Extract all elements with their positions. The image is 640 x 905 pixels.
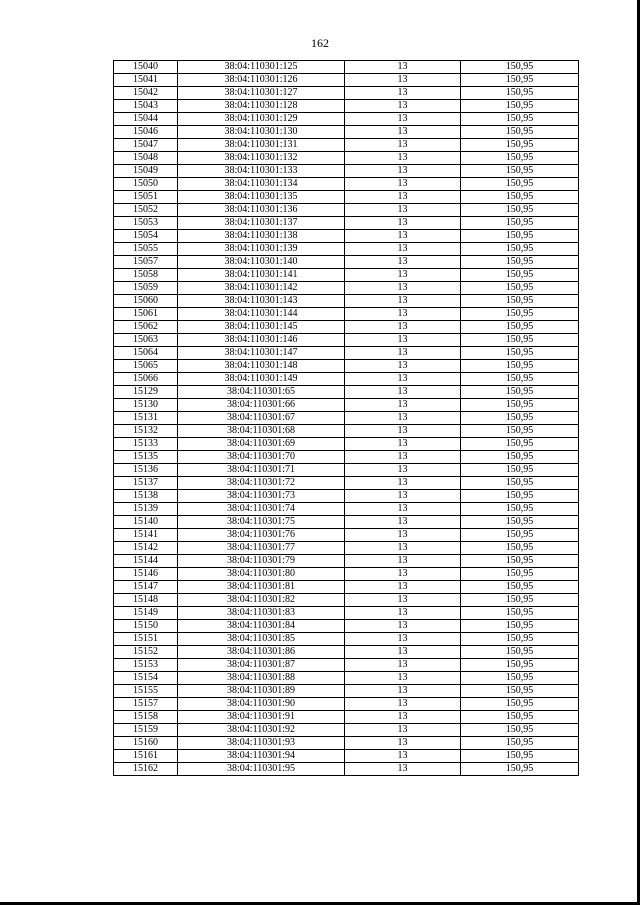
area-cell: 150,95 bbox=[461, 451, 579, 464]
cadastral-number-cell: 38:04:110301:79 bbox=[178, 555, 345, 568]
area-cell: 150,95 bbox=[461, 711, 579, 724]
area-cell: 150,95 bbox=[461, 152, 579, 165]
row-number-cell: 15054 bbox=[114, 230, 178, 243]
row-number-cell: 15160 bbox=[114, 737, 178, 750]
page-number: 162 bbox=[311, 36, 329, 50]
row-number-cell: 15140 bbox=[114, 516, 178, 529]
table-row bbox=[114, 685, 579, 698]
row-number-cell: 15041 bbox=[114, 74, 178, 87]
row-number-cell: 15139 bbox=[114, 503, 178, 516]
zone-cell: 13 bbox=[345, 750, 461, 763]
row-number-cell: 15055 bbox=[114, 243, 178, 256]
table-row bbox=[114, 451, 579, 464]
row-number-cell: 15040 bbox=[114, 61, 178, 74]
table-row bbox=[114, 269, 579, 282]
zone-cell: 13 bbox=[345, 555, 461, 568]
zone-cell: 13 bbox=[345, 74, 461, 87]
cadastral-number-cell: 38:04:110301:90 bbox=[178, 698, 345, 711]
zone-cell: 13 bbox=[345, 646, 461, 659]
area-cell: 150,95 bbox=[461, 594, 579, 607]
zone-cell: 13 bbox=[345, 724, 461, 737]
zone-cell: 13 bbox=[345, 581, 461, 594]
area-cell: 150,95 bbox=[461, 230, 579, 243]
zone-cell: 13 bbox=[345, 711, 461, 724]
table-row bbox=[114, 620, 579, 633]
table-row bbox=[114, 542, 579, 555]
zone-cell: 13 bbox=[345, 334, 461, 347]
cadastral-number-cell: 38:04:110301:93 bbox=[178, 737, 345, 750]
cadastral-number-cell: 38:04:110301:139 bbox=[178, 243, 345, 256]
cadastral-number-cell: 38:04:110301:84 bbox=[178, 620, 345, 633]
area-cell: 150,95 bbox=[461, 555, 579, 568]
row-number-cell: 15159 bbox=[114, 724, 178, 737]
area-cell: 150,95 bbox=[461, 269, 579, 282]
cadastral-number-cell: 38:04:110301:89 bbox=[178, 685, 345, 698]
table-row bbox=[114, 646, 579, 659]
zone-cell: 13 bbox=[345, 698, 461, 711]
area-cell: 150,95 bbox=[461, 126, 579, 139]
area-cell: 150,95 bbox=[461, 100, 579, 113]
zone-cell: 13 bbox=[345, 516, 461, 529]
cadastral-number-cell: 38:04:110301:83 bbox=[178, 607, 345, 620]
row-number-cell: 15153 bbox=[114, 659, 178, 672]
area-cell: 150,95 bbox=[461, 308, 579, 321]
area-cell: 150,95 bbox=[461, 243, 579, 256]
table-row bbox=[114, 555, 579, 568]
row-number-cell: 15132 bbox=[114, 425, 178, 438]
zone-cell: 13 bbox=[345, 191, 461, 204]
zone-cell: 13 bbox=[345, 373, 461, 386]
zone-cell: 13 bbox=[345, 425, 461, 438]
row-number-cell: 15043 bbox=[114, 100, 178, 113]
table-row bbox=[114, 425, 579, 438]
cadastral-number-cell: 38:04:110301:95 bbox=[178, 763, 345, 776]
row-number-cell: 15059 bbox=[114, 282, 178, 295]
row-number-cell: 15062 bbox=[114, 321, 178, 334]
row-number-cell: 15130 bbox=[114, 399, 178, 412]
zone-cell: 13 bbox=[345, 568, 461, 581]
area-cell: 150,95 bbox=[461, 763, 579, 776]
area-cell: 150,95 bbox=[461, 490, 579, 503]
zone-cell: 13 bbox=[345, 399, 461, 412]
cadastral-number-cell: 38:04:110301:141 bbox=[178, 269, 345, 282]
zone-cell: 13 bbox=[345, 100, 461, 113]
table-row bbox=[114, 386, 579, 399]
row-number-cell: 15151 bbox=[114, 633, 178, 646]
cadastral-number-cell: 38:04:110301:67 bbox=[178, 412, 345, 425]
zone-cell: 13 bbox=[345, 126, 461, 139]
row-number-cell: 15137 bbox=[114, 477, 178, 490]
zone-cell: 13 bbox=[345, 269, 461, 282]
table-row bbox=[114, 659, 579, 672]
cadastral-number-cell: 38:04:110301:125 bbox=[178, 61, 345, 74]
cadastral-number-cell: 38:04:110301:137 bbox=[178, 217, 345, 230]
zone-cell: 13 bbox=[345, 607, 461, 620]
area-cell: 150,95 bbox=[461, 750, 579, 763]
table-row bbox=[114, 412, 579, 425]
zone-cell: 13 bbox=[345, 165, 461, 178]
table-row bbox=[114, 438, 579, 451]
cadastral-number-cell: 38:04:110301:94 bbox=[178, 750, 345, 763]
area-cell: 150,95 bbox=[461, 61, 579, 74]
area-cell: 150,95 bbox=[461, 373, 579, 386]
row-number-cell: 15049 bbox=[114, 165, 178, 178]
row-number-cell: 15066 bbox=[114, 373, 178, 386]
area-cell: 150,95 bbox=[461, 477, 579, 490]
cadastral-number-cell: 38:04:110301:145 bbox=[178, 321, 345, 334]
cadastral-number-cell: 38:04:110301:146 bbox=[178, 334, 345, 347]
area-cell: 150,95 bbox=[461, 724, 579, 737]
area-cell: 150,95 bbox=[461, 74, 579, 87]
row-number-cell: 15057 bbox=[114, 256, 178, 269]
table-row bbox=[114, 672, 579, 685]
row-number-cell: 15131 bbox=[114, 412, 178, 425]
table-row bbox=[114, 516, 579, 529]
table-row bbox=[114, 763, 579, 776]
zone-cell: 13 bbox=[345, 412, 461, 425]
cadastral-number-cell: 38:04:110301:80 bbox=[178, 568, 345, 581]
cadastral-number-cell: 38:04:110301:70 bbox=[178, 451, 345, 464]
row-number-cell: 15048 bbox=[114, 152, 178, 165]
cadastral-number-cell: 38:04:110301:72 bbox=[178, 477, 345, 490]
table-row bbox=[114, 750, 579, 763]
cadastral-number-cell: 38:04:110301:66 bbox=[178, 399, 345, 412]
row-number-cell: 15060 bbox=[114, 295, 178, 308]
table-row bbox=[114, 399, 579, 412]
row-number-cell: 15147 bbox=[114, 581, 178, 594]
area-cell: 150,95 bbox=[461, 633, 579, 646]
zone-cell: 13 bbox=[345, 295, 461, 308]
zone-cell: 13 bbox=[345, 360, 461, 373]
zone-cell: 13 bbox=[345, 633, 461, 646]
cadastral-number-cell: 38:04:110301:74 bbox=[178, 503, 345, 516]
table-row bbox=[114, 230, 579, 243]
table-row bbox=[114, 139, 579, 152]
cadastral-number-cell: 38:04:110301:82 bbox=[178, 594, 345, 607]
table-row bbox=[114, 581, 579, 594]
area-cell: 150,95 bbox=[461, 425, 579, 438]
area-cell: 150,95 bbox=[461, 217, 579, 230]
area-cell: 150,95 bbox=[461, 698, 579, 711]
table-row bbox=[114, 217, 579, 230]
row-number-cell: 15146 bbox=[114, 568, 178, 581]
table-row bbox=[114, 724, 579, 737]
cadastral-number-cell: 38:04:110301:144 bbox=[178, 308, 345, 321]
row-number-cell: 15064 bbox=[114, 347, 178, 360]
table-row bbox=[114, 61, 579, 74]
table-row bbox=[114, 178, 579, 191]
table-row bbox=[114, 74, 579, 87]
cadastral-number-cell: 38:04:110301:127 bbox=[178, 87, 345, 100]
table-row bbox=[114, 347, 579, 360]
table-row bbox=[114, 503, 579, 516]
area-cell: 150,95 bbox=[461, 321, 579, 334]
area-cell: 150,95 bbox=[461, 399, 579, 412]
cadastral-number-cell: 38:04:110301:75 bbox=[178, 516, 345, 529]
zone-cell: 13 bbox=[345, 282, 461, 295]
cadastral-number-cell: 38:04:110301:149 bbox=[178, 373, 345, 386]
row-number-cell: 15063 bbox=[114, 334, 178, 347]
zone-cell: 13 bbox=[345, 87, 461, 100]
cadastral-number-cell: 38:04:110301:87 bbox=[178, 659, 345, 672]
area-cell: 150,95 bbox=[461, 581, 579, 594]
area-cell: 150,95 bbox=[461, 607, 579, 620]
area-cell: 150,95 bbox=[461, 464, 579, 477]
table-row bbox=[114, 204, 579, 217]
row-number-cell: 15144 bbox=[114, 555, 178, 568]
area-cell: 150,95 bbox=[461, 334, 579, 347]
zone-cell: 13 bbox=[345, 178, 461, 191]
table-row bbox=[114, 594, 579, 607]
table-row bbox=[114, 529, 579, 542]
zone-cell: 13 bbox=[345, 542, 461, 555]
table-row bbox=[114, 373, 579, 386]
area-cell: 150,95 bbox=[461, 139, 579, 152]
cadastral-number-cell: 38:04:110301:71 bbox=[178, 464, 345, 477]
row-number-cell: 15129 bbox=[114, 386, 178, 399]
cadastral-number-cell: 38:04:110301:85 bbox=[178, 633, 345, 646]
row-number-cell: 15138 bbox=[114, 490, 178, 503]
zone-cell: 13 bbox=[345, 464, 461, 477]
table-row bbox=[114, 165, 579, 178]
cadastral-number-cell: 38:04:110301:73 bbox=[178, 490, 345, 503]
area-cell: 150,95 bbox=[461, 659, 579, 672]
zone-cell: 13 bbox=[345, 321, 461, 334]
zone-cell: 13 bbox=[345, 477, 461, 490]
table-row bbox=[114, 191, 579, 204]
cadastral-number-cell: 38:04:110301:140 bbox=[178, 256, 345, 269]
table-row bbox=[114, 282, 579, 295]
table-row bbox=[114, 568, 579, 581]
row-number-cell: 15157 bbox=[114, 698, 178, 711]
row-number-cell: 15047 bbox=[114, 139, 178, 152]
zone-cell: 13 bbox=[345, 61, 461, 74]
area-cell: 150,95 bbox=[461, 646, 579, 659]
cadastral-number-cell: 38:04:110301:76 bbox=[178, 529, 345, 542]
row-number-cell: 15046 bbox=[114, 126, 178, 139]
row-number-cell: 15150 bbox=[114, 620, 178, 633]
table-row bbox=[114, 477, 579, 490]
table-row bbox=[114, 100, 579, 113]
table-row bbox=[114, 360, 579, 373]
area-cell: 150,95 bbox=[461, 347, 579, 360]
cadastral-number-cell: 38:04:110301:147 bbox=[178, 347, 345, 360]
parcel-table-body bbox=[114, 61, 579, 776]
table-row bbox=[114, 490, 579, 503]
zone-cell: 13 bbox=[345, 503, 461, 516]
zone-cell: 13 bbox=[345, 490, 461, 503]
zone-cell: 13 bbox=[345, 620, 461, 633]
area-cell: 150,95 bbox=[461, 503, 579, 516]
area-cell: 150,95 bbox=[461, 412, 579, 425]
cadastral-number-cell: 38:04:110301:138 bbox=[178, 230, 345, 243]
zone-cell: 13 bbox=[345, 386, 461, 399]
zone-cell: 13 bbox=[345, 347, 461, 360]
zone-cell: 13 bbox=[345, 529, 461, 542]
row-number-cell: 15042 bbox=[114, 87, 178, 100]
row-number-cell: 15154 bbox=[114, 672, 178, 685]
row-number-cell: 15155 bbox=[114, 685, 178, 698]
row-number-cell: 15135 bbox=[114, 451, 178, 464]
area-cell: 150,95 bbox=[461, 542, 579, 555]
row-number-cell: 15050 bbox=[114, 178, 178, 191]
zone-cell: 13 bbox=[345, 659, 461, 672]
cadastral-number-cell: 38:04:110301:128 bbox=[178, 100, 345, 113]
zone-cell: 13 bbox=[345, 594, 461, 607]
row-number-cell: 15141 bbox=[114, 529, 178, 542]
row-number-cell: 15152 bbox=[114, 646, 178, 659]
table-row bbox=[114, 113, 579, 126]
row-number-cell: 15065 bbox=[114, 360, 178, 373]
zone-cell: 13 bbox=[345, 672, 461, 685]
zone-cell: 13 bbox=[345, 243, 461, 256]
area-cell: 150,95 bbox=[461, 165, 579, 178]
zone-cell: 13 bbox=[345, 139, 461, 152]
row-number-cell: 15058 bbox=[114, 269, 178, 282]
area-cell: 150,95 bbox=[461, 438, 579, 451]
row-number-cell: 15044 bbox=[114, 113, 178, 126]
row-number-cell: 15136 bbox=[114, 464, 178, 477]
row-number-cell: 15061 bbox=[114, 308, 178, 321]
parcel-table bbox=[113, 60, 579, 776]
table-row bbox=[114, 633, 579, 646]
zone-cell: 13 bbox=[345, 737, 461, 750]
table-row bbox=[114, 737, 579, 750]
table-row bbox=[114, 126, 579, 139]
table-row bbox=[114, 152, 579, 165]
table-row bbox=[114, 334, 579, 347]
zone-cell: 13 bbox=[345, 152, 461, 165]
cadastral-number-cell: 38:04:110301:77 bbox=[178, 542, 345, 555]
row-number-cell: 15161 bbox=[114, 750, 178, 763]
area-cell: 150,95 bbox=[461, 191, 579, 204]
row-number-cell: 15051 bbox=[114, 191, 178, 204]
table-row bbox=[114, 308, 579, 321]
area-cell: 150,95 bbox=[461, 516, 579, 529]
area-cell: 150,95 bbox=[461, 282, 579, 295]
area-cell: 150,95 bbox=[461, 87, 579, 100]
area-cell: 150,95 bbox=[461, 360, 579, 373]
area-cell: 150,95 bbox=[461, 204, 579, 217]
cadastral-number-cell: 38:04:110301:91 bbox=[178, 711, 345, 724]
cadastral-number-cell: 38:04:110301:69 bbox=[178, 438, 345, 451]
cadastral-number-cell: 38:04:110301:129 bbox=[178, 113, 345, 126]
area-cell: 150,95 bbox=[461, 529, 579, 542]
table-row bbox=[114, 607, 579, 620]
row-number-cell: 15052 bbox=[114, 204, 178, 217]
cadastral-number-cell: 38:04:110301:130 bbox=[178, 126, 345, 139]
zone-cell: 13 bbox=[345, 256, 461, 269]
cadastral-number-cell: 38:04:110301:126 bbox=[178, 74, 345, 87]
cadastral-number-cell: 38:04:110301:88 bbox=[178, 672, 345, 685]
row-number-cell: 15053 bbox=[114, 217, 178, 230]
area-cell: 150,95 bbox=[461, 386, 579, 399]
cadastral-number-cell: 38:04:110301:92 bbox=[178, 724, 345, 737]
zone-cell: 13 bbox=[345, 685, 461, 698]
row-number-cell: 15148 bbox=[114, 594, 178, 607]
zone-cell: 13 bbox=[345, 113, 461, 126]
zone-cell: 13 bbox=[345, 230, 461, 243]
area-cell: 150,95 bbox=[461, 178, 579, 191]
table-row bbox=[114, 256, 579, 269]
cadastral-number-cell: 38:04:110301:143 bbox=[178, 295, 345, 308]
area-cell: 150,95 bbox=[461, 568, 579, 581]
cadastral-number-cell: 38:04:110301:132 bbox=[178, 152, 345, 165]
row-number-cell: 15142 bbox=[114, 542, 178, 555]
area-cell: 150,95 bbox=[461, 737, 579, 750]
zone-cell: 13 bbox=[345, 451, 461, 464]
zone-cell: 13 bbox=[345, 438, 461, 451]
table-row bbox=[114, 698, 579, 711]
area-cell: 150,95 bbox=[461, 620, 579, 633]
cadastral-number-cell: 38:04:110301:81 bbox=[178, 581, 345, 594]
table-row bbox=[114, 711, 579, 724]
zone-cell: 13 bbox=[345, 308, 461, 321]
area-cell: 150,95 bbox=[461, 295, 579, 308]
cadastral-number-cell: 38:04:110301:142 bbox=[178, 282, 345, 295]
cadastral-number-cell: 38:04:110301:131 bbox=[178, 139, 345, 152]
row-number-cell: 15162 bbox=[114, 763, 178, 776]
cadastral-number-cell: 38:04:110301:148 bbox=[178, 360, 345, 373]
row-number-cell: 15133 bbox=[114, 438, 178, 451]
table-row bbox=[114, 464, 579, 477]
area-cell: 150,95 bbox=[461, 256, 579, 269]
cadastral-number-cell: 38:04:110301:65 bbox=[178, 386, 345, 399]
zone-cell: 13 bbox=[345, 217, 461, 230]
table-row bbox=[114, 321, 579, 334]
table-row bbox=[114, 243, 579, 256]
cadastral-number-cell: 38:04:110301:133 bbox=[178, 165, 345, 178]
table-row bbox=[114, 295, 579, 308]
area-cell: 150,95 bbox=[461, 113, 579, 126]
cadastral-number-cell: 38:04:110301:136 bbox=[178, 204, 345, 217]
cadastral-number-cell: 38:04:110301:86 bbox=[178, 646, 345, 659]
cadastral-number-cell: 38:04:110301:134 bbox=[178, 178, 345, 191]
cadastral-number-cell: 38:04:110301:68 bbox=[178, 425, 345, 438]
area-cell: 150,95 bbox=[461, 685, 579, 698]
row-number-cell: 15158 bbox=[114, 711, 178, 724]
zone-cell: 13 bbox=[345, 204, 461, 217]
cadastral-number-cell: 38:04:110301:135 bbox=[178, 191, 345, 204]
area-cell: 150,95 bbox=[461, 672, 579, 685]
row-number-cell: 15149 bbox=[114, 607, 178, 620]
zone-cell: 13 bbox=[345, 763, 461, 776]
table-row bbox=[114, 87, 579, 100]
